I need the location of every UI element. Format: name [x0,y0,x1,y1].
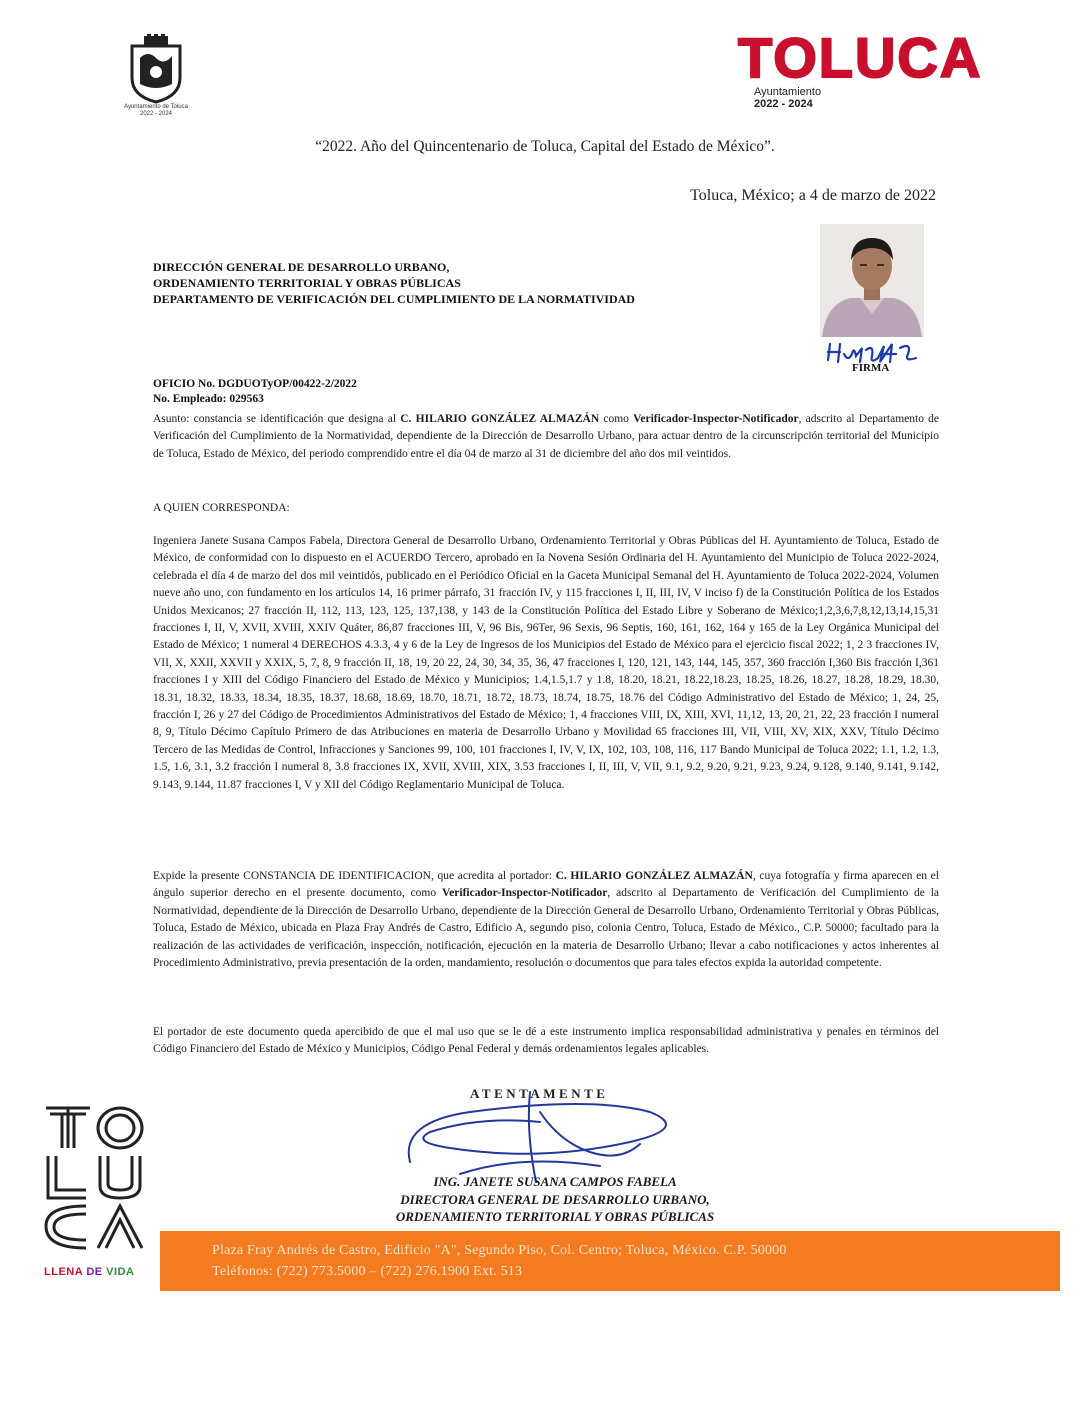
slogan-word: LLENA [44,1266,83,1278]
footer-contact-band [160,1231,1060,1291]
holder-name: C. HILARIO GONZÁLEZ ALMAZÁN [400,413,600,425]
closing-atentamente: ATENTAMENTE [470,1086,609,1101]
warning-paragraph: El portador de este documento queda apercibido de que el mal uso que se le dé a este instrumento implica responsabilidad administrativa y penales en términos del Código Financiero del Estado de México y Municipios, Código Penal Federal y demás ordenamientos legales aplicables. [153,1026,939,1056]
constancia-rest: , adscrito al Departamento de Verificación del Cumplimiento de la Normatividad, dependiente de la Dirección de Desarrollo Urbano, dependiente de la Dirección General de Desarrollo Urbano, Ordenamiento Territorial y Obras Públicas, Toluca, Estado de México, ubicada en Plaza Fray Andrés de Castro, Edificio A, segundo piso, colonia Centro, Toluca, Estado de México., C.P. 50000; facultado para la realización de las actividades de verificación, inspección, notificación, ejecución en la materia de Desarrollo Urbano; llevar a cabo notificaciones y actos inherentes al Procedimiento Administrativo, previa presentación de la orden, mandamiento, resolución o documentos que para tales efectos expida la autoridad competente. [153,887,939,970]
signer-block [340,1173,770,1226]
signer-title: ORDENAMIENTO TERRITORIAL Y OBRAS PÚBLICAS [395,1209,715,1224]
asunto-mid: como [599,413,634,425]
place-date: Toluca, México; a 4 de marzo de 2022 [690,187,936,204]
employee-number: No. Empleado: 029563 [153,393,264,405]
toluca-brand-logo [738,26,1008,112]
asunto-paragraph [153,411,939,463]
municipal-seal [108,34,204,126]
constancia-paragraph [153,868,939,972]
footer-address: Plaza Fray Andrés de Castro, Edificio "A", Segundo Piso, Col. Centro; Toluca, México. C.P. 50000 [212,1243,787,1258]
department-line: DIRECCIÓN GENERAL DE DESARROLLO URBANO, [153,260,450,274]
salutation: A QUIEN CORRESPONDA: [153,502,290,514]
department-line: DEPARTAMENTO DE VERIFICACIÓN DEL CUMPLIMIENTO DE LA NORMATIVIDAD [153,292,635,306]
oficio-number: OFICIO No. DGDUOTyOP/00422-2/2022 [153,378,357,390]
year-motto: “2022. Año del Quincentenario de Toluca, Capital del Estado de México”. [315,138,775,155]
holder-name: C. HILARIO GONZÁLEZ ALMAZÁN [555,870,753,882]
brand-years: 2022 - 2024 [754,98,813,110]
brand-subtitle: Ayuntamiento [754,86,822,98]
brand-word: TOLUCA [738,26,983,89]
signer-name: ING. JANETE SUSANA CAMPOS FABELA [433,1174,677,1189]
seal-emblem-icon [126,34,186,104]
toluca-side-logo [42,1102,150,1252]
firma-label: FIRMA [852,362,890,374]
constancia-lead: Expide la presente CONSTANCIA DE IDENTIFICACION, que acredita al portador: [153,870,556,882]
slogan-llena-de-vida [44,1266,134,1278]
seal-caption: Ayuntamiento de Toluca [124,104,188,110]
oficio-block [153,377,357,407]
holder-role: Verificador-Inspector-Notificador [441,887,608,900]
asunto-lead: Asunto: constancia se identificación que designa al [153,413,401,425]
footer-phones: Teléfonos: (722) 773.5000 – (722) 276.1900 Ext. 513 [212,1264,523,1279]
asunto-rest: , adscrito al Departamento de Verificación del Cumplimiento de la Normatividad, dependiente de la Dirección de Desarrollo Urbano, para actuar dentro de la circunscripción territorial del Municipio de Toluca, Estado de México, del periodo comprendido entre el día 04 de marzo al 31 de diciembre del año dos mil veintidos. [153,413,940,460]
person-portrait-icon [820,224,924,337]
slogan-word: VIDA [106,1266,135,1278]
department-heading [153,259,713,307]
legal-basis-paragraph: Ingeniera Janete Susana Campos Fabela, Directora General de Desarrollo Urbano, Ordenamiento Territorial y Obras Públicas del H. Ayuntamiento de Toluca, Estado de México, de conformidad con lo dispuesto en el ACUERDO Tercero, aprobado en la Novena Sesión Ordinaria del H. Ayuntamiento del Municipio de Toluca 2022-2024, celebrada el día 4 de marzo del dos mil veintidós, publicado en el Periódico Oficial en la Gaceta Municipal Semanal del H. Ayuntamiento de Toluca 2022-2024, Volumen nueve año uno, con fundamento en los artículos 14, 16 primer párrafo, 31 fracción IV, y 115 fracciones I, II, III, IV, V inciso f) de la Constitución Política de los Estados Unidos Mexicanos; 27 fracción II, 112, 113, 123, 125, 137,138, y 143 de la Constitución Política del Estado Libre y Soberano de México;1,2,3,6,7,8,12,13,14,15,31 fracciones I, II, V, XVII, XVIII, XXIV Quáter, 86,87 fracciones III, V, 96 Bis, 96Ter, 96 Sexis, 96 Septis, 160, 161, 162, 164 y 165 de la Ley Orgánica Municipal del Estado de México; 1 numeral 4 DERECHOS 4.3.3, 4 y 6 de la Ley de Ingresos de los Municipios del Estado de México para el ejercicio fiscal 2022; 1, 2 3 fracciones IV, VII, X, XXII, XXVII y XXIX, 5, 7, 8, 9 fracción II, 18, 19, 20 22, 24, 30, 34, 35, 36, 47 fracciones I, 120, 121, 143, 144, 145, 357, 360 fracción I,360 Bis fracción I,361 fracciones I y XIII del Código Financiero del Estado de México y Municipios; 1.4,1.5,1.7 y 1.8, 18.20, 18.21, 18.22,18.23, 18.25, 18.26, 18.27, 18.28, 18.29, 18.30, 18.31, 18.32, 18.33, 18.34, 18.35, 18.37, 18.68, 18.69, 18.70, 18.71, 18.72, 18.73, 18.74, 18.75, 18.76 del Código Administrativo del Estado de México; 1, 24, 25, fracción I, 26 y 27 del Código de Procedimientos Administrativos del Estado de México; 1, 4 fracciones VIII, IX, XIII, XVI, 11,12, 13, 20, 21, 22, 23 fracción I numeral 8, 9, Título Décimo Capítulo Primero de das Atribuciones en materia de Desarrollo Urbano y Movilidad 65 fracciones III, VII, VIII, XV, XIX, XXV, Título Décimo Tercero de las Medidas de Control, Infracciones y Sanciones 99, 100, 101 fracciones I, IV, V, IX, 102, 103, 108, 116, 117 Bando Municipal de Toluca 2022; 1.1, 1.2, 1.3, 1.5, 1.6, 3.1, 3.2 fracción I numeral 8, 3.8 fracciones IX, XVII, XVIII, XIX, 3.53 fracciones I, II, III, V, VII, 9.1, 9.2, 9.20, 9.21, 9.23, 9.24, 9.128, 9.140, 9.141, 9.142, 9.143, 9.144, 11.87 fracciones I, V y XII del Código Reglamentario Municipal de Toluca. [153,535,939,791]
id-photo [820,224,924,337]
slogan-word: DE [86,1266,103,1278]
constancia-mid: , cuya fotografía y firma aparecen en el ángulo superior derecho en el presente documento, como [153,870,939,900]
signer-title: DIRECTORA GENERAL DE DESARROLLO URBANO, [400,1191,710,1207]
holder-role: Verificador-Inspector-Notificador [633,413,799,425]
department-line: ORDENAMIENTO TERRITORIAL Y OBRAS PÚBLICAS [153,276,461,290]
seal-caption-years: 2022 - 2024 [139,111,173,117]
